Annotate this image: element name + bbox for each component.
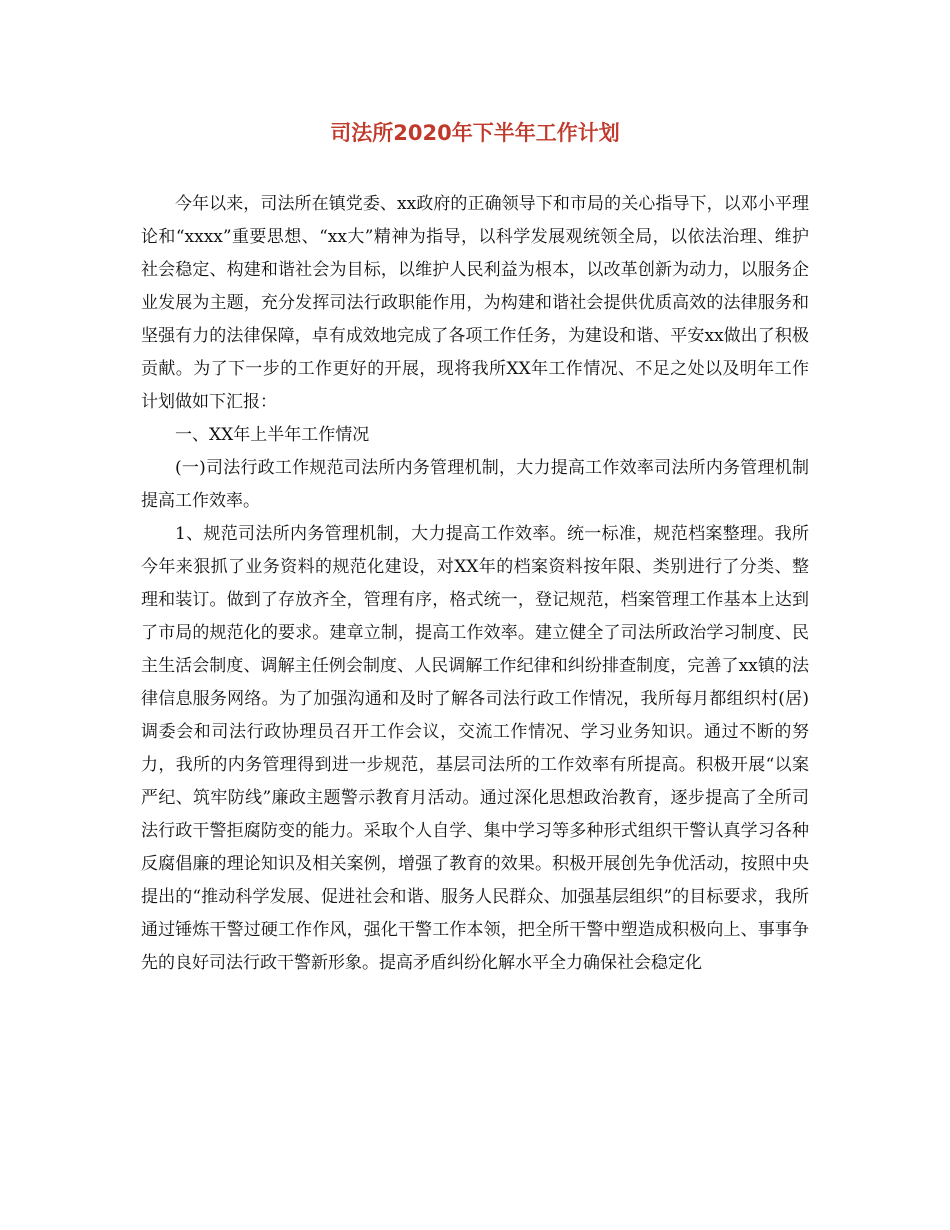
- document-title: 司法所2020年下半年工作计划: [330, 121, 620, 145]
- paragraph-intro: 今年以来，司法所在镇党委、xx政府的正确领导下和市局的关心指导下，以邓小平理论和“xxxx”重要思想、“xx大”精神为指导，以科学发展观统领全局，以依法治理、维护社会稳定、构建和谐社会为目标，以维护人民利益为根本，以改革创新为动力，以服务企业发展为主题，充分发挥司法行政职能作用，为构建和谐社会提供优质高效的法律服务和坚强有力的法律保障，卓有成效地完成了各项工作任务，为建设和谐、平安xx做出了积极贡献。为了下一步的工作更好的开展，现将我所XX年工作情况、不足之处以及明年工作计划做如下汇报：: [141, 194, 809, 412]
- paragraph-item-1: 1、规范司法所内务管理机制，大力提高工作效率。统一标准，规范档案整理。我所今年来狠抓了业务资料的规范化建设，对XX年的档案资料按年限、类别进行了分类、整理和装订。做到了存放齐全，管理有序，格式统一，登记规范，档案管理工作基本上达到了市局的规范化的要求。建章立制，提高工作效率。建立健全了司法所政治学习制度、民主生活会制度、调解主任例会制度、人民调解工作纪律和纠纷排查制度，完善了xx镇的法律信息服务网络。为了加强沟通和及时了解各司法行政工作情况，我所每月都组织村(居)调委会和司法行政协理员召开工作会议，交流工作情况、学习业务知识。通过不断的努力，我所的内务管理得到进一步规范，基层司法所的工作效率有所提高。积极开展“以案严纪、筑牢防线”廉政主题警示教育月活动。通过深化思想政治教育，逐步提高了全所司法行政干警拒腐防变的能力。采取个人自学、集中学习等多种形式组织干警认真学习各种反腐倡廉的理论知识及相关案例，增强了教育的效果。积极开展创先争优活动，按照中央提出的“推动科学发展、促进社会和谐、服务人民群众、加强基层组织”的目标要求，我所通过锤炼干警过硬工作作风，强化干警工作本领，把全所干警中塑造成积极向上、事事争先的良好司法行政干警新形象。提高矛盾纠纷化解水平全力确保社会稳定化: [141, 524, 809, 973]
- section-heading-1: 一、XX年上半年工作情况: [175, 425, 370, 445]
- document-body: [141, 188, 809, 980]
- subsection-heading-1: (一)司法行政工作规范司法所内务管理机制，大力提高工作效率司法所内务管理机制提高工作效率。: [141, 458, 809, 511]
